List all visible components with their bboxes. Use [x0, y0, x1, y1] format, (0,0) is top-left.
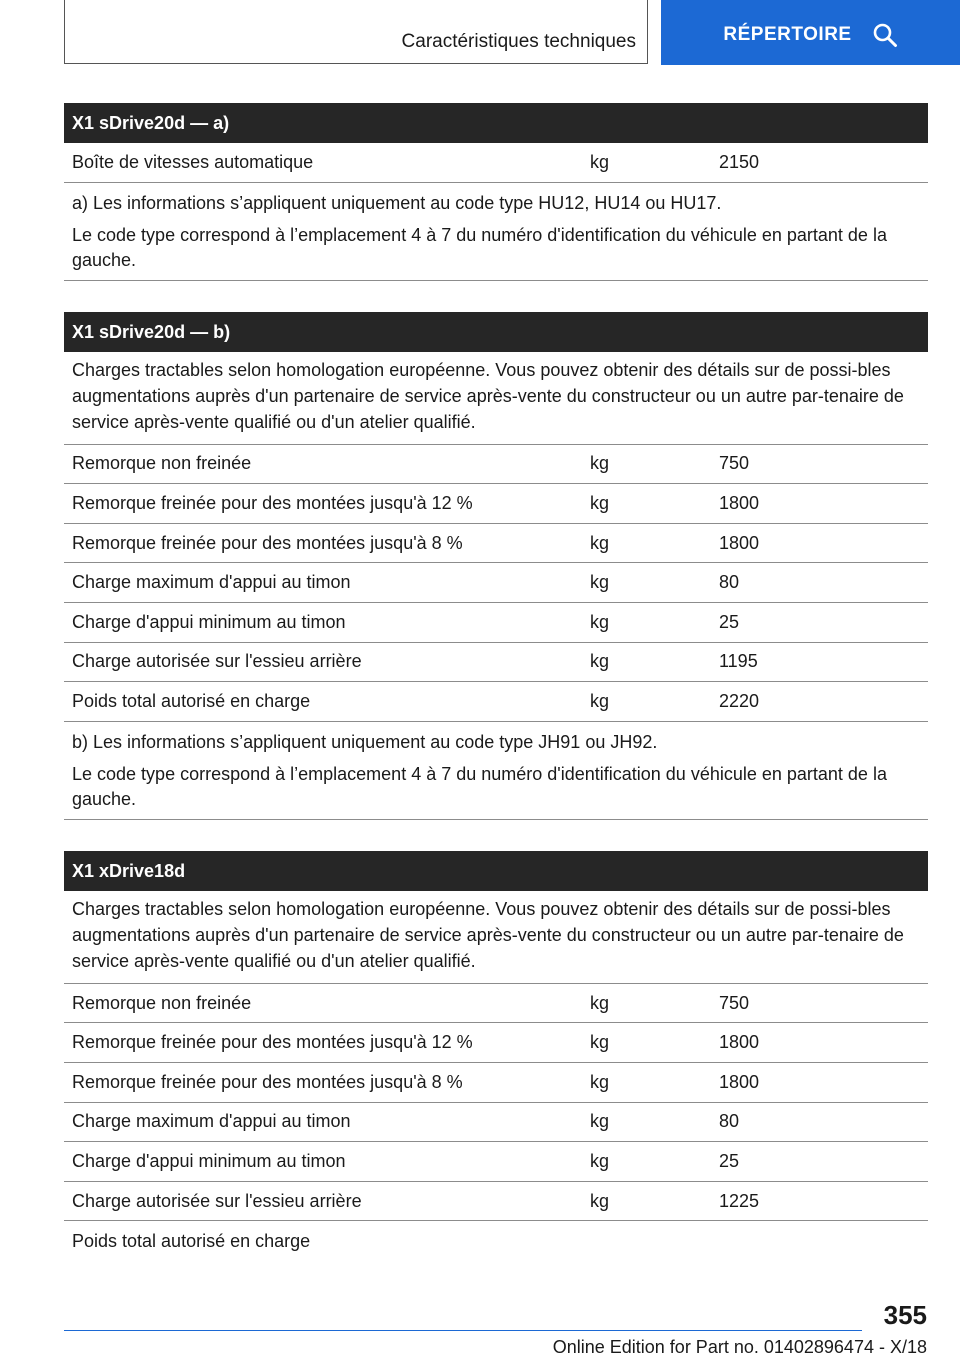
- row-value: 1195: [719, 651, 758, 672]
- row-unit: kg: [590, 1111, 610, 1132]
- row-label: Charge maximum d'appui au timon: [72, 1111, 351, 1132]
- table-row: [64, 1221, 928, 1261]
- table-row: [64, 484, 928, 524]
- row-unit: kg: [590, 1190, 610, 1211]
- footer-divider: [64, 1330, 862, 1331]
- table-row: [64, 143, 928, 183]
- row-label: Remorque freinée pour des montées jusqu'à 8 %: [72, 532, 463, 553]
- row-value: 2220: [719, 690, 760, 711]
- table-row: [64, 984, 928, 1024]
- row-value: 1800: [719, 1032, 760, 1053]
- row-value: 1800: [719, 532, 760, 553]
- section-heading-c: X1 xDrive18d: [64, 851, 928, 891]
- row-unit: kg: [590, 492, 610, 513]
- table-row: [64, 682, 928, 722]
- row-label: Boîte de vitesses automatique: [72, 151, 314, 172]
- section-intro-c: Charges tractables selon homologation européenne. Vous pouvez obtenir des détails sur de possi-bles augmentations auprès d'un partenaire de service après-vente du constructeur ou un autre par-tenaire de service après-vente qualifié ou d'un atelier qualifié.: [64, 891, 928, 984]
- section-heading-a: X1 sDrive20d — a): [64, 103, 928, 143]
- row-label: Remorque non freinée: [72, 992, 252, 1013]
- edition-note: Online Edition for Part no. 01402896474 - X/18: [552, 1337, 927, 1357]
- row-value: 750: [719, 453, 750, 474]
- row-unit: kg: [590, 572, 610, 593]
- section-heading-b: X1 sDrive20d — b): [64, 312, 928, 352]
- table-row: [64, 1142, 928, 1182]
- row-label: Charge d'appui minimum au timon: [72, 1150, 346, 1171]
- row-label: Remorque freinée pour des montées jusqu'à 12 %: [72, 1032, 473, 1053]
- row-value: 25: [719, 1150, 740, 1171]
- table-row: [64, 1182, 928, 1222]
- table-row: [64, 445, 928, 485]
- row-unit: kg: [590, 532, 610, 553]
- page-number: 355: [883, 1300, 927, 1330]
- row-label: Remorque freinée pour des montées jusqu'à 8 %: [72, 1071, 463, 1092]
- row-value: 25: [719, 611, 740, 632]
- row-unit: kg: [590, 453, 610, 474]
- table-row: [64, 1063, 928, 1103]
- footnote-text: b) Les informations s’appliquent uniquement au code type JH91 ou JH92.: [72, 731, 658, 752]
- footnote-b: [64, 722, 928, 820]
- row-label: Charge d'appui minimum au timon: [72, 611, 346, 632]
- row-label: Remorque freinée pour des montées jusqu'à 12 %: [72, 492, 473, 513]
- row-unit: kg: [590, 1150, 610, 1171]
- table-row: [64, 643, 928, 683]
- row-unit: kg: [590, 151, 610, 172]
- row-label: Remorque non freinée: [72, 453, 252, 474]
- row-value: 1800: [719, 1071, 760, 1092]
- row-label: Charge maximum d'appui au timon: [72, 572, 351, 593]
- footnote-text: Le code type correspond à l’emplacement 4 à 7 du numéro d'identification du véhicule en partant de la gauche.: [72, 224, 887, 270]
- row-value: 80: [719, 1111, 740, 1132]
- row-label: Charge autorisée sur l'essieu arrière: [72, 651, 362, 672]
- table-row: [64, 1103, 928, 1143]
- row-value: 1800: [719, 492, 760, 513]
- row-unit: kg: [590, 992, 610, 1013]
- table-row: [64, 563, 928, 603]
- footnote-a: [64, 183, 928, 281]
- row-unit: kg: [590, 690, 610, 711]
- row-value: 750: [719, 992, 750, 1013]
- chapter-title: Caractéristiques techniques: [401, 31, 636, 52]
- table-row: [64, 524, 928, 564]
- row-value: 80: [719, 572, 740, 593]
- footnote-text: a) Les informations s’appliquent uniquement au code type HU12, HU14 ou HU17.: [72, 192, 722, 213]
- row-unit: kg: [590, 1032, 610, 1053]
- row-unit: kg: [590, 611, 610, 632]
- table-row: [64, 1023, 928, 1063]
- content: [64, 103, 928, 1261]
- footnote-text: Le code type correspond à l’emplacement 4 à 7 du numéro d'identification du véhicule en partant de la gauche.: [72, 763, 887, 809]
- index-button[interactable]: [661, 0, 960, 65]
- search-icon: [872, 22, 898, 48]
- index-button-label: RÉPERTOIRE: [723, 23, 852, 45]
- table-row: [64, 603, 928, 643]
- row-unit: kg: [590, 1071, 610, 1092]
- row-label: Poids total autorisé en charge: [72, 690, 311, 711]
- row-unit: kg: [590, 651, 610, 672]
- section-intro-b: Charges tractables selon homologation européenne. Vous pouvez obtenir des détails sur de possi-bles augmentations auprès d'un partenaire de service après-vente du constructeur ou un autre par-tenaire de service après-vente qualifié ou d'un atelier qualifié.: [64, 352, 928, 445]
- row-value: 1225: [719, 1190, 760, 1211]
- row-value: 2150: [719, 151, 760, 172]
- row-label: Poids total autorisé en charge: [72, 1230, 311, 1251]
- row-label: Charge autorisée sur l'essieu arrière: [72, 1190, 362, 1211]
